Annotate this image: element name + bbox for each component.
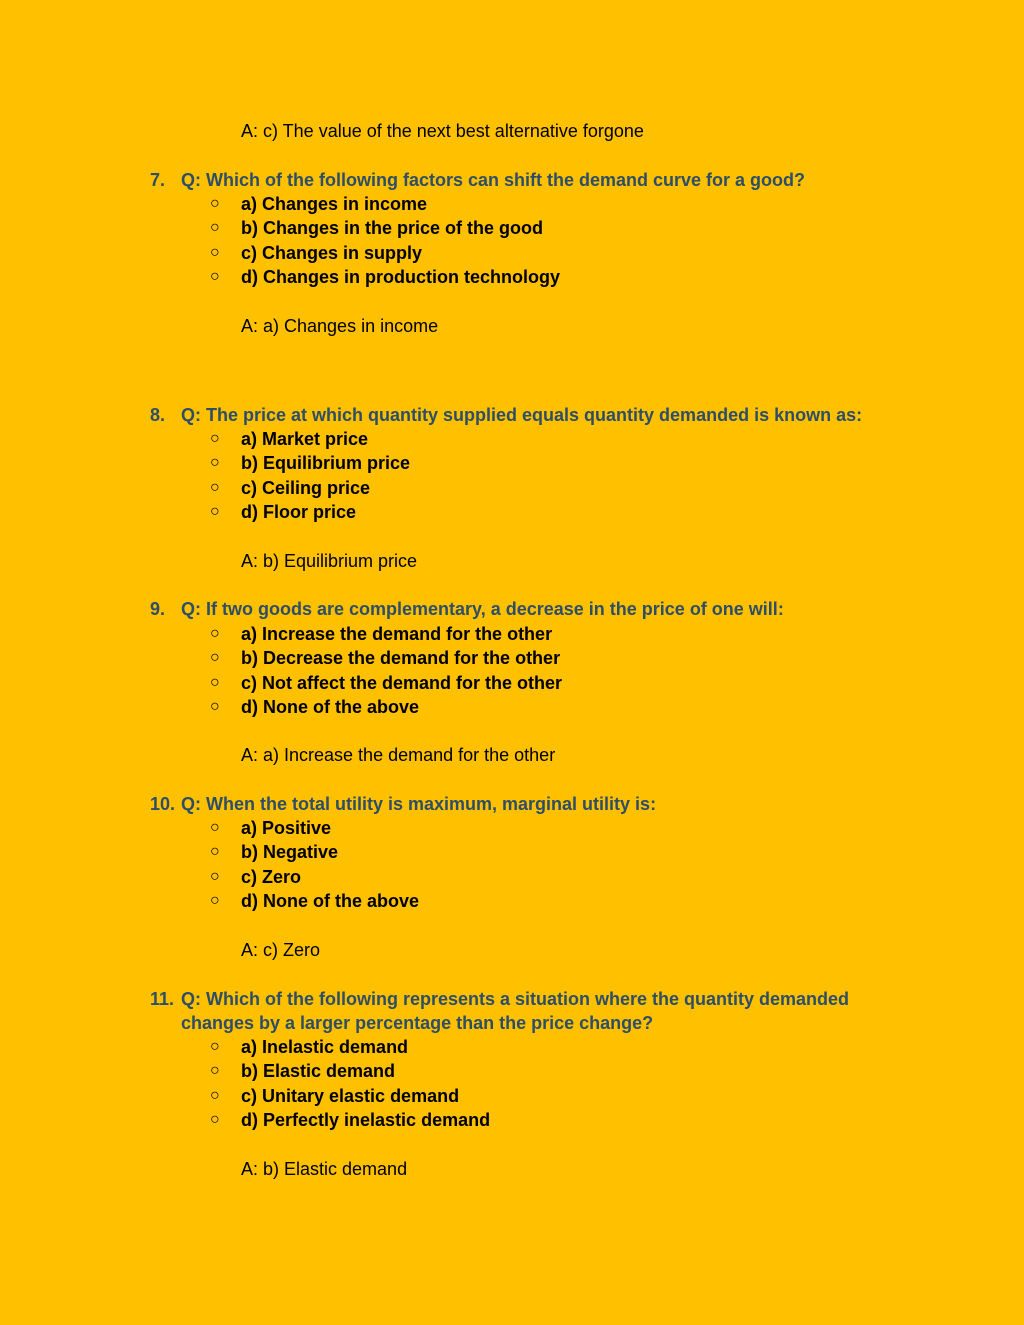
option-a: ○ a) Market price [210, 427, 410, 451]
bullet-icon: ○ [210, 673, 220, 691]
bullet-icon: ○ [210, 1111, 220, 1129]
option-c: ○ c) Ceiling price [210, 476, 410, 500]
bullet-icon: ○ [210, 1086, 220, 1104]
option-a: ○ a) Increase the demand for the other [210, 622, 562, 646]
answer-6: A: c) The value of the next best alternative forgone [241, 121, 644, 141]
answer-7: A: a) Changes in income [241, 316, 439, 336]
question-9 [150, 597, 890, 621]
bullet-icon: ○ [210, 892, 220, 910]
option-b: ○ b) Negative [210, 840, 419, 864]
question-8 [150, 403, 890, 427]
option-d: ○ d) None of the above [210, 889, 419, 913]
bullet-icon: ○ [210, 268, 220, 286]
bullet-icon: ○ [210, 219, 220, 237]
question-number: 9. [150, 599, 166, 619]
bullet-icon: ○ [210, 625, 220, 642]
option-c: ○ c) Zero [210, 865, 419, 889]
option-d: ○ d) Changes in production technology [210, 265, 560, 289]
option-b: ○ b) Equilibrium price [210, 451, 410, 475]
option-c: ○ c) Not affect the demand for the other [210, 671, 562, 695]
question-7 [150, 168, 890, 192]
bullet-icon: ○ [210, 1038, 220, 1055]
question-text: Q: Which of the following represents a situation where the quantity demanded changes by a larger percentage than the price change? [181, 989, 850, 1034]
option-d: ○ d) None of the above [210, 695, 562, 719]
question-number: 10. [150, 794, 176, 814]
bullet-icon: ○ [210, 195, 220, 212]
option-a: ○ a) Changes in income [210, 192, 560, 216]
bullet-icon: ○ [210, 867, 220, 885]
answer-10: A: c) Zero [241, 940, 321, 960]
answer-11: A: b) Elastic demand [241, 1159, 408, 1179]
question-11 [150, 987, 890, 1036]
option-b: ○ b) Elastic demand [210, 1059, 490, 1083]
bullet-icon: ○ [210, 454, 220, 472]
option-d: ○ d) Floor price [210, 500, 410, 524]
bullet-icon: ○ [210, 1062, 220, 1080]
question-number: 11. [150, 989, 175, 1009]
option-d: ○ d) Perfectly inelastic demand [210, 1108, 490, 1132]
answer-8: A: b) Equilibrium price [241, 551, 418, 571]
bullet-icon: ○ [210, 430, 220, 447]
option-c: ○ c) Unitary elastic demand [210, 1084, 490, 1108]
question-10 [150, 792, 890, 816]
options-8 [210, 427, 410, 525]
question-number: 7. [150, 170, 166, 190]
option-a: ○ a) Positive [210, 816, 419, 840]
bullet-icon: ○ [210, 698, 220, 716]
option-a: ○ a) Inelastic demand [210, 1035, 490, 1059]
bullet-icon: ○ [210, 503, 220, 521]
options-10 [210, 816, 419, 914]
options-7 [210, 192, 560, 290]
question-text: Q: When the total utility is maximum, marginal utility is: [181, 794, 657, 814]
option-b: ○ b) Changes in the price of the good [210, 216, 560, 240]
answer-9: A: a) Increase the demand for the other [241, 745, 556, 765]
bullet-icon: ○ [210, 243, 220, 261]
bullet-icon: ○ [210, 649, 220, 667]
bullet-icon: ○ [210, 843, 220, 861]
bullet-icon: ○ [210, 478, 220, 496]
options-9 [210, 622, 562, 720]
question-text: Q: If two goods are complementary, a decrease in the price of one will: [181, 599, 784, 619]
question-text: Q: Which of the following factors can shift the demand curve for a good? [181, 170, 806, 190]
question-text: Q: The price at which quantity supplied equals quantity demanded is known as: [181, 405, 863, 425]
option-c: ○ c) Changes in supply [210, 241, 560, 265]
options-11 [210, 1035, 490, 1133]
bullet-icon: ○ [210, 819, 220, 836]
question-number: 8. [150, 405, 166, 425]
option-b: ○ b) Decrease the demand for the other [210, 646, 562, 670]
